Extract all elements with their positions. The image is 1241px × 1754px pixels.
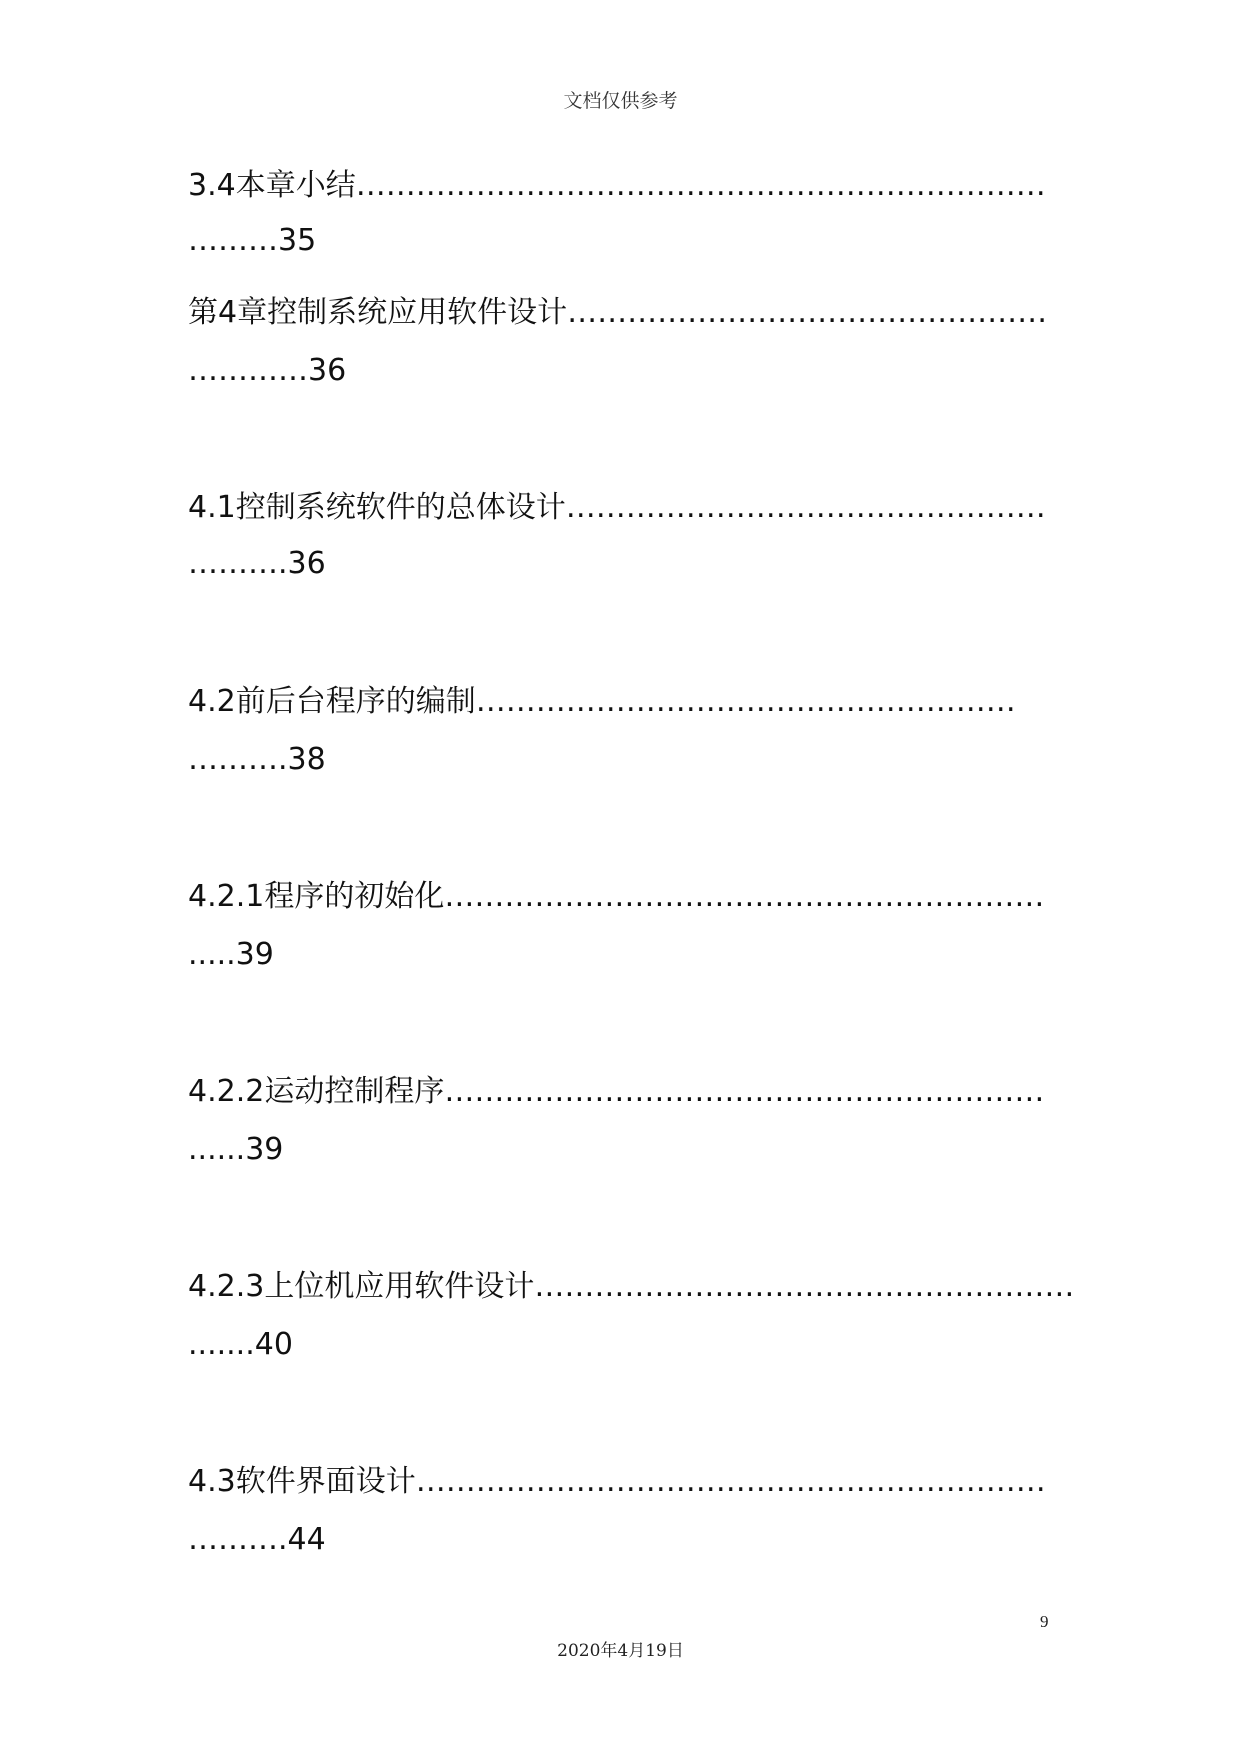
toc-entry-4-2-3-page[interactable]: .......40 [188,1327,293,1362]
toc-entry-4-1-title[interactable]: 4.1控制系统软件的总体设计………………………………………… [188,490,1046,525]
page-header: 文档仅供参考 [563,90,678,112]
toc-entry-4-2-1-page[interactable]: .....39 [188,937,274,972]
footer-date: 2020年4月19日 [557,1641,684,1661]
toc-entry-ch4-page[interactable]: …………36 [188,353,347,388]
toc-entry-4-3-title[interactable]: 4.3软件界面设计……………………………………………………… [188,1464,1046,1499]
toc-entry-4-2-2-title[interactable]: 4.2.2运动控制程序…………………………………………………… [188,1074,1045,1109]
toc-entry-3-4-title[interactable]: 3.4本章小结…………………………………………………………… [188,168,1046,203]
page-number: 9 [1040,1612,1049,1631]
toc-entry-3-4-page[interactable]: ………35 [188,223,317,258]
toc-entry-4-2-1-title[interactable]: 4.2.1程序的初始化…………………………………………………… [188,879,1045,914]
toc-entry-4-2-page[interactable]: ……….38 [188,742,326,777]
toc-entry-4-3-page[interactable]: ……….44 [188,1522,326,1557]
toc-entry-4-1-page[interactable]: ……….36 [188,546,326,581]
toc-entry-4-2-2-page[interactable]: ......39 [188,1132,284,1167]
toc-entry-4-2-title[interactable]: 4.2前后台程序的编制……………………………………………… [188,684,1016,719]
toc-entry-4-2-3-title[interactable]: 4.2.3上位机应用软件设计……………………………………………… [188,1269,1075,1304]
toc-entry-ch4-title[interactable]: 第4章控制系统应用软件设计………………………………………… [188,295,1048,330]
